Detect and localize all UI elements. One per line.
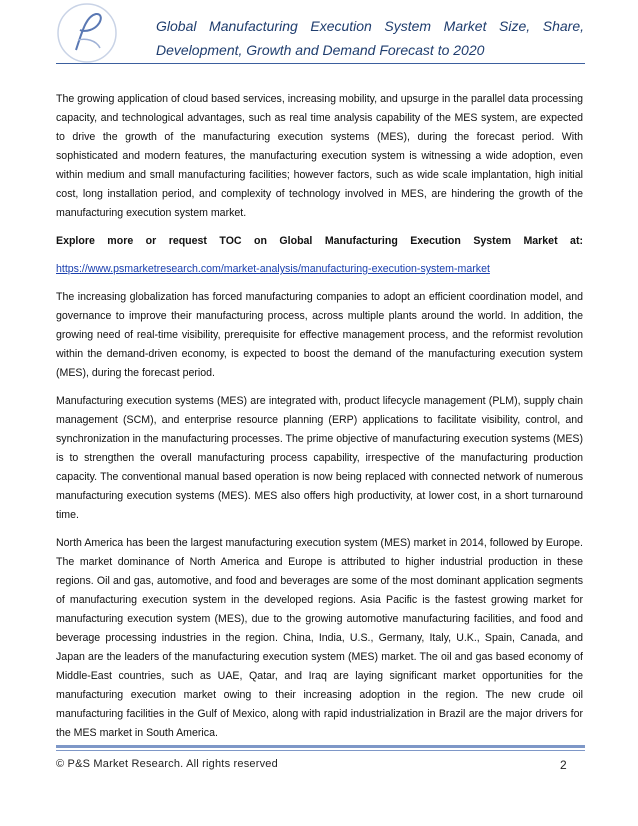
paragraph-integration: Manufacturing execution systems (MES) are integrated with, product lifecycle management (PLM), supply chain management (SCM), and enterprise resource planning (ERP) applications to facilitate visibility, control, and synchronization in the manufacturing processes. The prime objective of manufacturing execution systems (MES) is to strengthen the overall manufacturing process capability, irrespective of the manufacturing production capacity. The conventional manual based operation is now being replaced with connected network of numerous manufacturing execution systems (MES). MES also offers high productivity, at lower cost, in a short turnaround time. [56, 395, 583, 521]
paragraph-regional: North America has been the largest manufacturing execution system (MES) market in 2014, followed by Europe. The market dominance of North America and Europe is attributed to higher industrial production in these regions. Oil and gas, automotive, and food and beverages are some of the most dominant application segments of manufacturing execution system in the developed regions. Asia Pacific is the fastest growing market for manufacturing execution system (MES), due to the growing automotive manufacturing facilities, and food and beverage processing industries in the region. China, India, U.S., Germany, Italy, U.K., Spain, Canada, and Japan are the leaders of the manufacturing execution system (MES) market. The oil and gas based economy of Middle-East countries, such as UAE, Qatar, and Iraq are laying significant market opportunities for the manufacturing execution market owing to their increasing adoption in the region. The new crude oil manufacturing facilities in the Gulf of Mexico, along with rapid industrialization in Brazil are the major drivers for the MES market in South America. [56, 537, 583, 739]
footer-copyright: © P&S Market Research. All rights reserved [56, 758, 278, 770]
paragraph-globalization: The increasing globalization has forced manufacturing companies to adopt an efficient coordination model, and governance to improve their manufacturing process, across multiple plants around the world. In addition, the growing need of real-time visibility, prerequisite for effective management process, and the reformist revolution within the demand-driven economy, is expected to boost the demand of the manufacturing execution system (MES), during the forecast period. [56, 291, 583, 379]
page-header [0, 0, 638, 64]
document-body [56, 90, 583, 752]
page-number: 2 [560, 758, 567, 772]
document-title: Global Manufacturing Execution System Market Size, Share, Development, Growth and Demand Forecast to 2020 [156, 18, 584, 58]
ps-research-logo-icon [56, 2, 118, 64]
footer-divider-thin [56, 750, 585, 751]
paragraph-cloud-services: The growing application of cloud based services, increasing mobility, and upsurge in the parallel data processing capacity, and technological advantages, such as real time analysis capability of the MES system, are expected to drive the growth of the manufacturing execution systems (MES), during the forecast period. With sophisticated and modern features, the manufacturing execution system is witnessing a wide adoption, even within medium and small manufacturing facilities; however factors, such as wide scale implantation, high initial cost, long installation period, and complexity of technology involved in MES, are hindering the growth of the manufacturing execution system market. [56, 93, 583, 219]
explore-toc-text: Explore more or request TOC on Global Manufacturing Execution System Market at: [56, 235, 583, 247]
footer-divider-thick [56, 745, 585, 748]
market-analysis-link[interactable]: https://www.psmarketresearch.com/market-analysis/manufacturing-execution-system-market [56, 263, 490, 275]
header-divider [56, 63, 585, 64]
